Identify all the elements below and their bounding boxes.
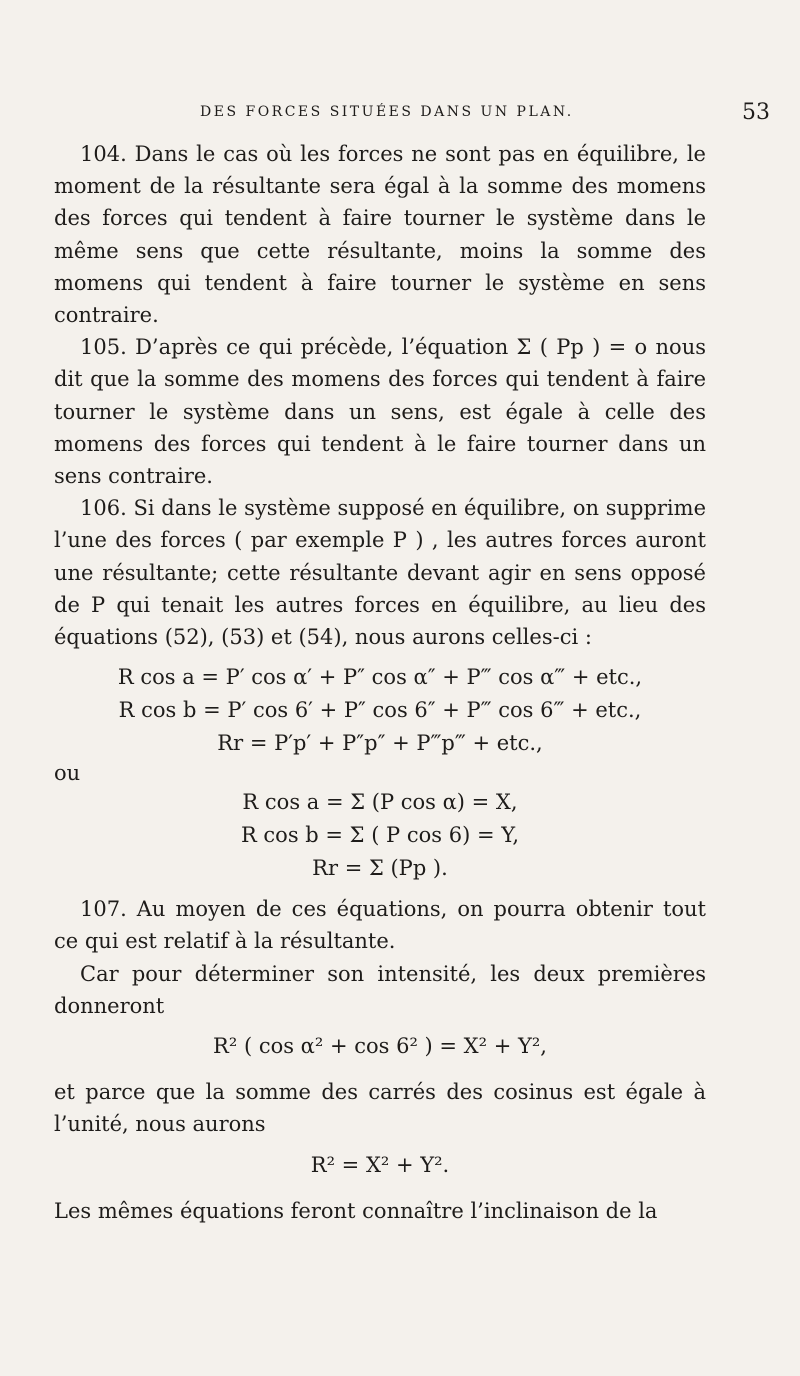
equation-2: R cos b = P′ cos 6′ + P″ cos 6″ + P‴ cos 6‴ + etc.,: [118, 698, 642, 723]
equation-8: R² = X² + Y².: [310, 1152, 450, 1177]
page-header: [0, 100, 800, 134]
ou-label: ou: [54, 761, 81, 786]
running-title: DES FORCES SITUÉES DANS UN PLAN.: [200, 104, 574, 120]
equation-5: R cos b = Σ ( P cos 6) = Y,: [240, 823, 520, 848]
equation-4: R cos a = Σ (P cos α) = X,: [242, 790, 518, 815]
equation-6: Rr = Σ (Pp ).: [312, 856, 448, 881]
equation-1: R cos a = P′ cos α′ + P″ cos α″ + P‴ cos α‴ + etc.,: [117, 665, 643, 690]
body-text: [54, 138, 706, 1227]
paragraph-107: 107. Au moyen de ces équations, on pourra obtenir tout ce qui est relatif à la résultante.: [54, 897, 706, 954]
paragraph-104: 104. Dans le cas où les forces ne sont pas en équilibre, le moment de la résultante sera égal à la somme des momens des forces qui tendent à faire tourner le système dans le même sens que cette résultante, moins la somme des momens qui tendent à faire tourner le système en sens contraire.: [54, 142, 706, 328]
paragraph-107-continued: Car pour déterminer son intensité, les deux premières donneront: [54, 961, 706, 1018]
paragraph-106: 106. Si dans le système supposé en équilibre, on supprime l’une des forces ( par exemple P ) , les autres forces auront une résultante; cette résultante devant agir en sens opposé de P qui tenait les autres forces en équilibre, au lieu des équations (52), (53) et (54), nous aurons celles-ci :: [54, 496, 706, 650]
equation-3: Rr = P′p′ + P″p″ + P‴p‴ + etc.,: [217, 731, 543, 756]
equation-7: R² ( cos α² + cos 6² ) = X² + Y²,: [213, 1034, 547, 1059]
paragraph-107-unit: et parce que la somme des carrés des cosinus est égale à l’unité, nous aurons: [54, 1080, 706, 1137]
paragraph-105: 105. D’après ce qui précède, l’équation Σ ( Pp ) = o nous dit que la somme des momens des forces qui tendent à faire tourner le système dans un sens, est égale à celle des momens des forces qui tendent à le faire tourner dans un sens contraire.: [54, 335, 706, 489]
page-number: 53: [742, 100, 770, 125]
paragraph-108: Les mêmes équations feront connaître l’inclinaison de la: [54, 1198, 658, 1223]
